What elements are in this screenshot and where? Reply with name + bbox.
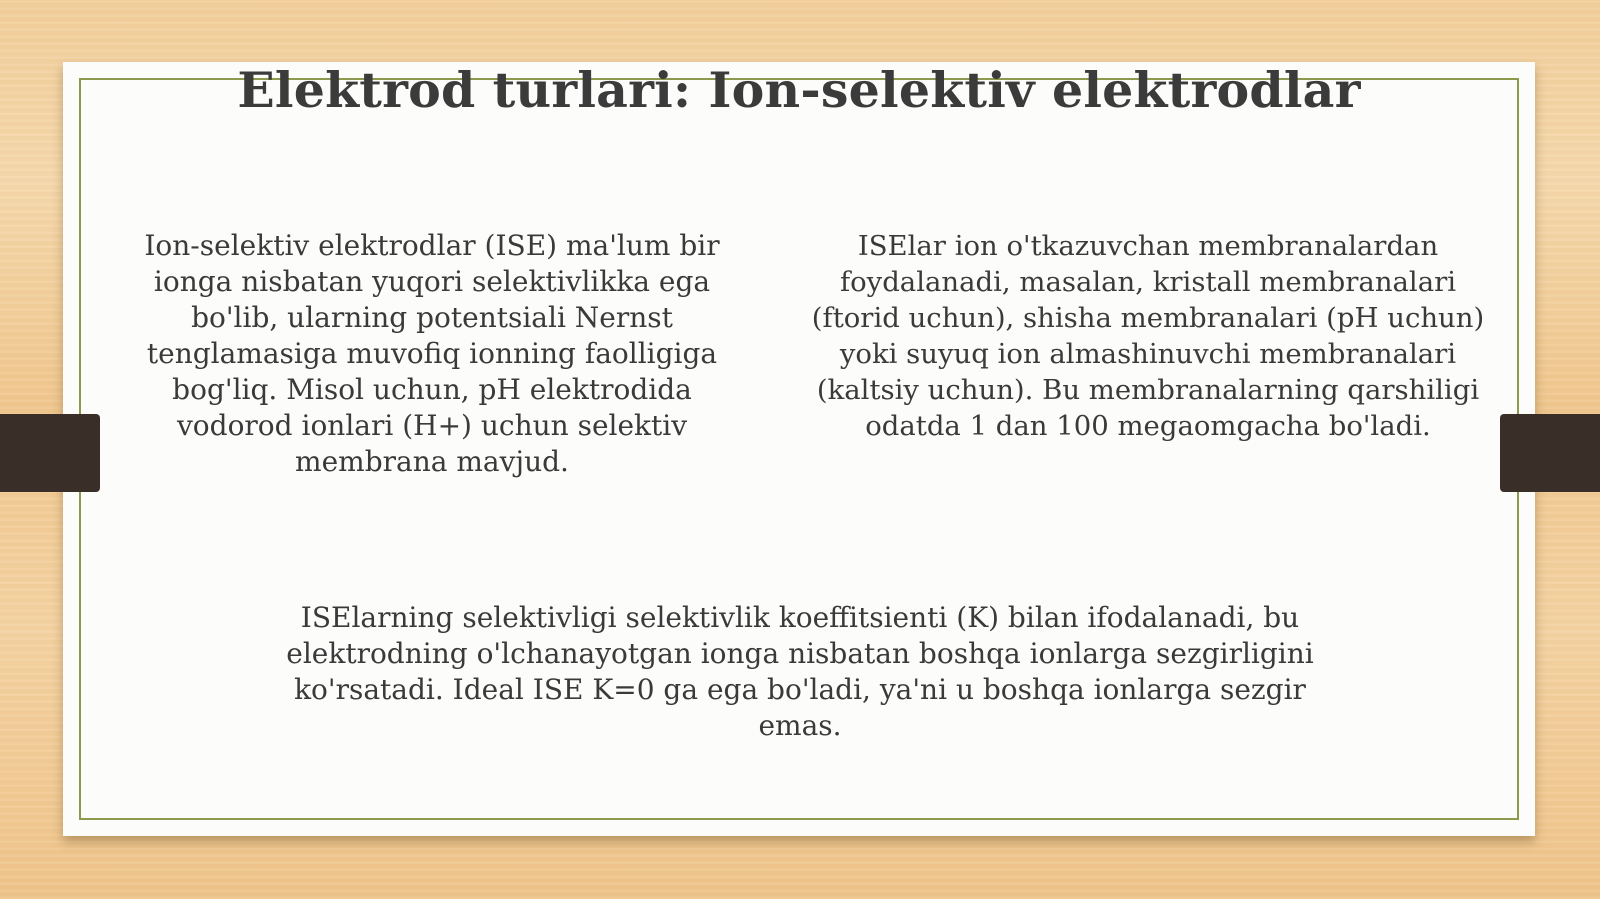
paragraph-right: ISElar ion o'tkazuvchan membranalardan foydalanadi, masalan, kristall membranalari (ftorid uchun), shisha membranalari (pH uchun) yoki suyuq ion almashinuvchi membranalari (kaltsiy uchun). Bu membranalarning qarshiligi odatda 1 dan 100 megaomgacha bo'ladi. — [811, 230, 1485, 442]
paragraph-left: Ion-selektiv elektrodlar (ISE) ma'lum bir ionga nisbatan yuqori selektivlikka ega bo'lib, ularning potentsiali Nernst tenglamasiga muvofiq ionning faolligiga bog'liq. Misol uchun, pH elektrodida vodorod ionlari (H+) uchun selektiv membrana mavjud. — [144, 229, 720, 478]
left-binder-tab — [0, 414, 100, 492]
slide-title: Elektrod turlari: Ion-selektiv elektrodlar — [237, 61, 1361, 119]
paragraph-bottom: ISElarning selektivligi selektivlik koeffitsienti (K) bilan ifodalanadi, bu elektrodning o'lchanayotgan ionga nisbatan boshqa ionlarga sezgirligini ko'rsatadi. Ideal ISE K=0 ga ega bo'ladi, ya'ni u boshqa ionlarga sezgir emas. — [286, 601, 1314, 742]
right-binder-tab — [1500, 414, 1600, 492]
